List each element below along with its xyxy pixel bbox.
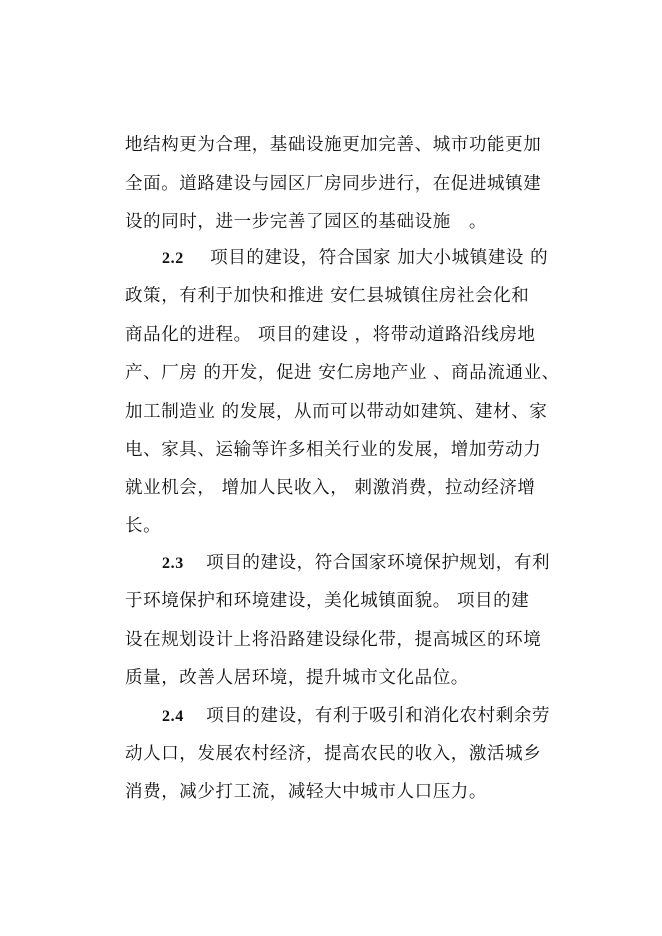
- section-number: 2.4: [162, 708, 184, 725]
- text-line: 电、家具、运输等许多相关行业的发展，增加劳动力: [125, 440, 542, 460]
- text-run: 项目的建设，符合国家环境保护规划，有利: [206, 553, 551, 573]
- text-line: 动人口，发展农村经济，提高农民的收入，激活城乡: [125, 744, 542, 764]
- text-line: 商品化的进程。 项目的建设 ，将带动道路沿线房地: [125, 325, 536, 345]
- text-run: 项目的建设，符合国家 加大小城镇建设 的: [210, 248, 549, 268]
- text-line: 质量，改善人居环境，提升城市文化品位。: [125, 668, 469, 688]
- text-line: 设在规划设计上将沿路建设绿化带，提高城区的环境: [125, 630, 542, 650]
- text-line: 于环境保护和环境建设，美化城镇面貌。 项目的建: [125, 591, 530, 611]
- section-number: 2.2: [162, 250, 184, 267]
- section-number: 2.3: [162, 555, 184, 572]
- text-line: 政策，有利于加快和推进 安仁县城镇住房社会化和: [125, 286, 530, 306]
- text-line: 消费，减少打工流，减轻大中城市人口压力。: [125, 782, 487, 802]
- text-line: 设的同时，进一步完善了园区的基础设施 。: [125, 212, 487, 232]
- section-2-3-line: [162, 550, 550, 576]
- text-line: 全面。道路建设与园区厂房同步进行，在促进城镇建: [125, 174, 542, 194]
- text-line: 地结构更为合理，基础设施更加完善、城市功能更加: [125, 135, 542, 155]
- text-run: 项目的建设，有利于吸引和消化农村剩余劳: [206, 706, 551, 726]
- text-line: 产、厂房 的开发，促进 安仁房地产业 、商品流通业、: [125, 363, 560, 383]
- section-2-2-line: [162, 245, 548, 271]
- text-line: 就业机会， 增加人民收入， 刺激消费，拉动经济增: [125, 478, 536, 498]
- text-line: 长。: [125, 516, 162, 536]
- section-2-4-line: [162, 703, 550, 729]
- text-line: 加工制造业 的发展，从而可以带动如建筑、建材、家: [125, 402, 548, 422]
